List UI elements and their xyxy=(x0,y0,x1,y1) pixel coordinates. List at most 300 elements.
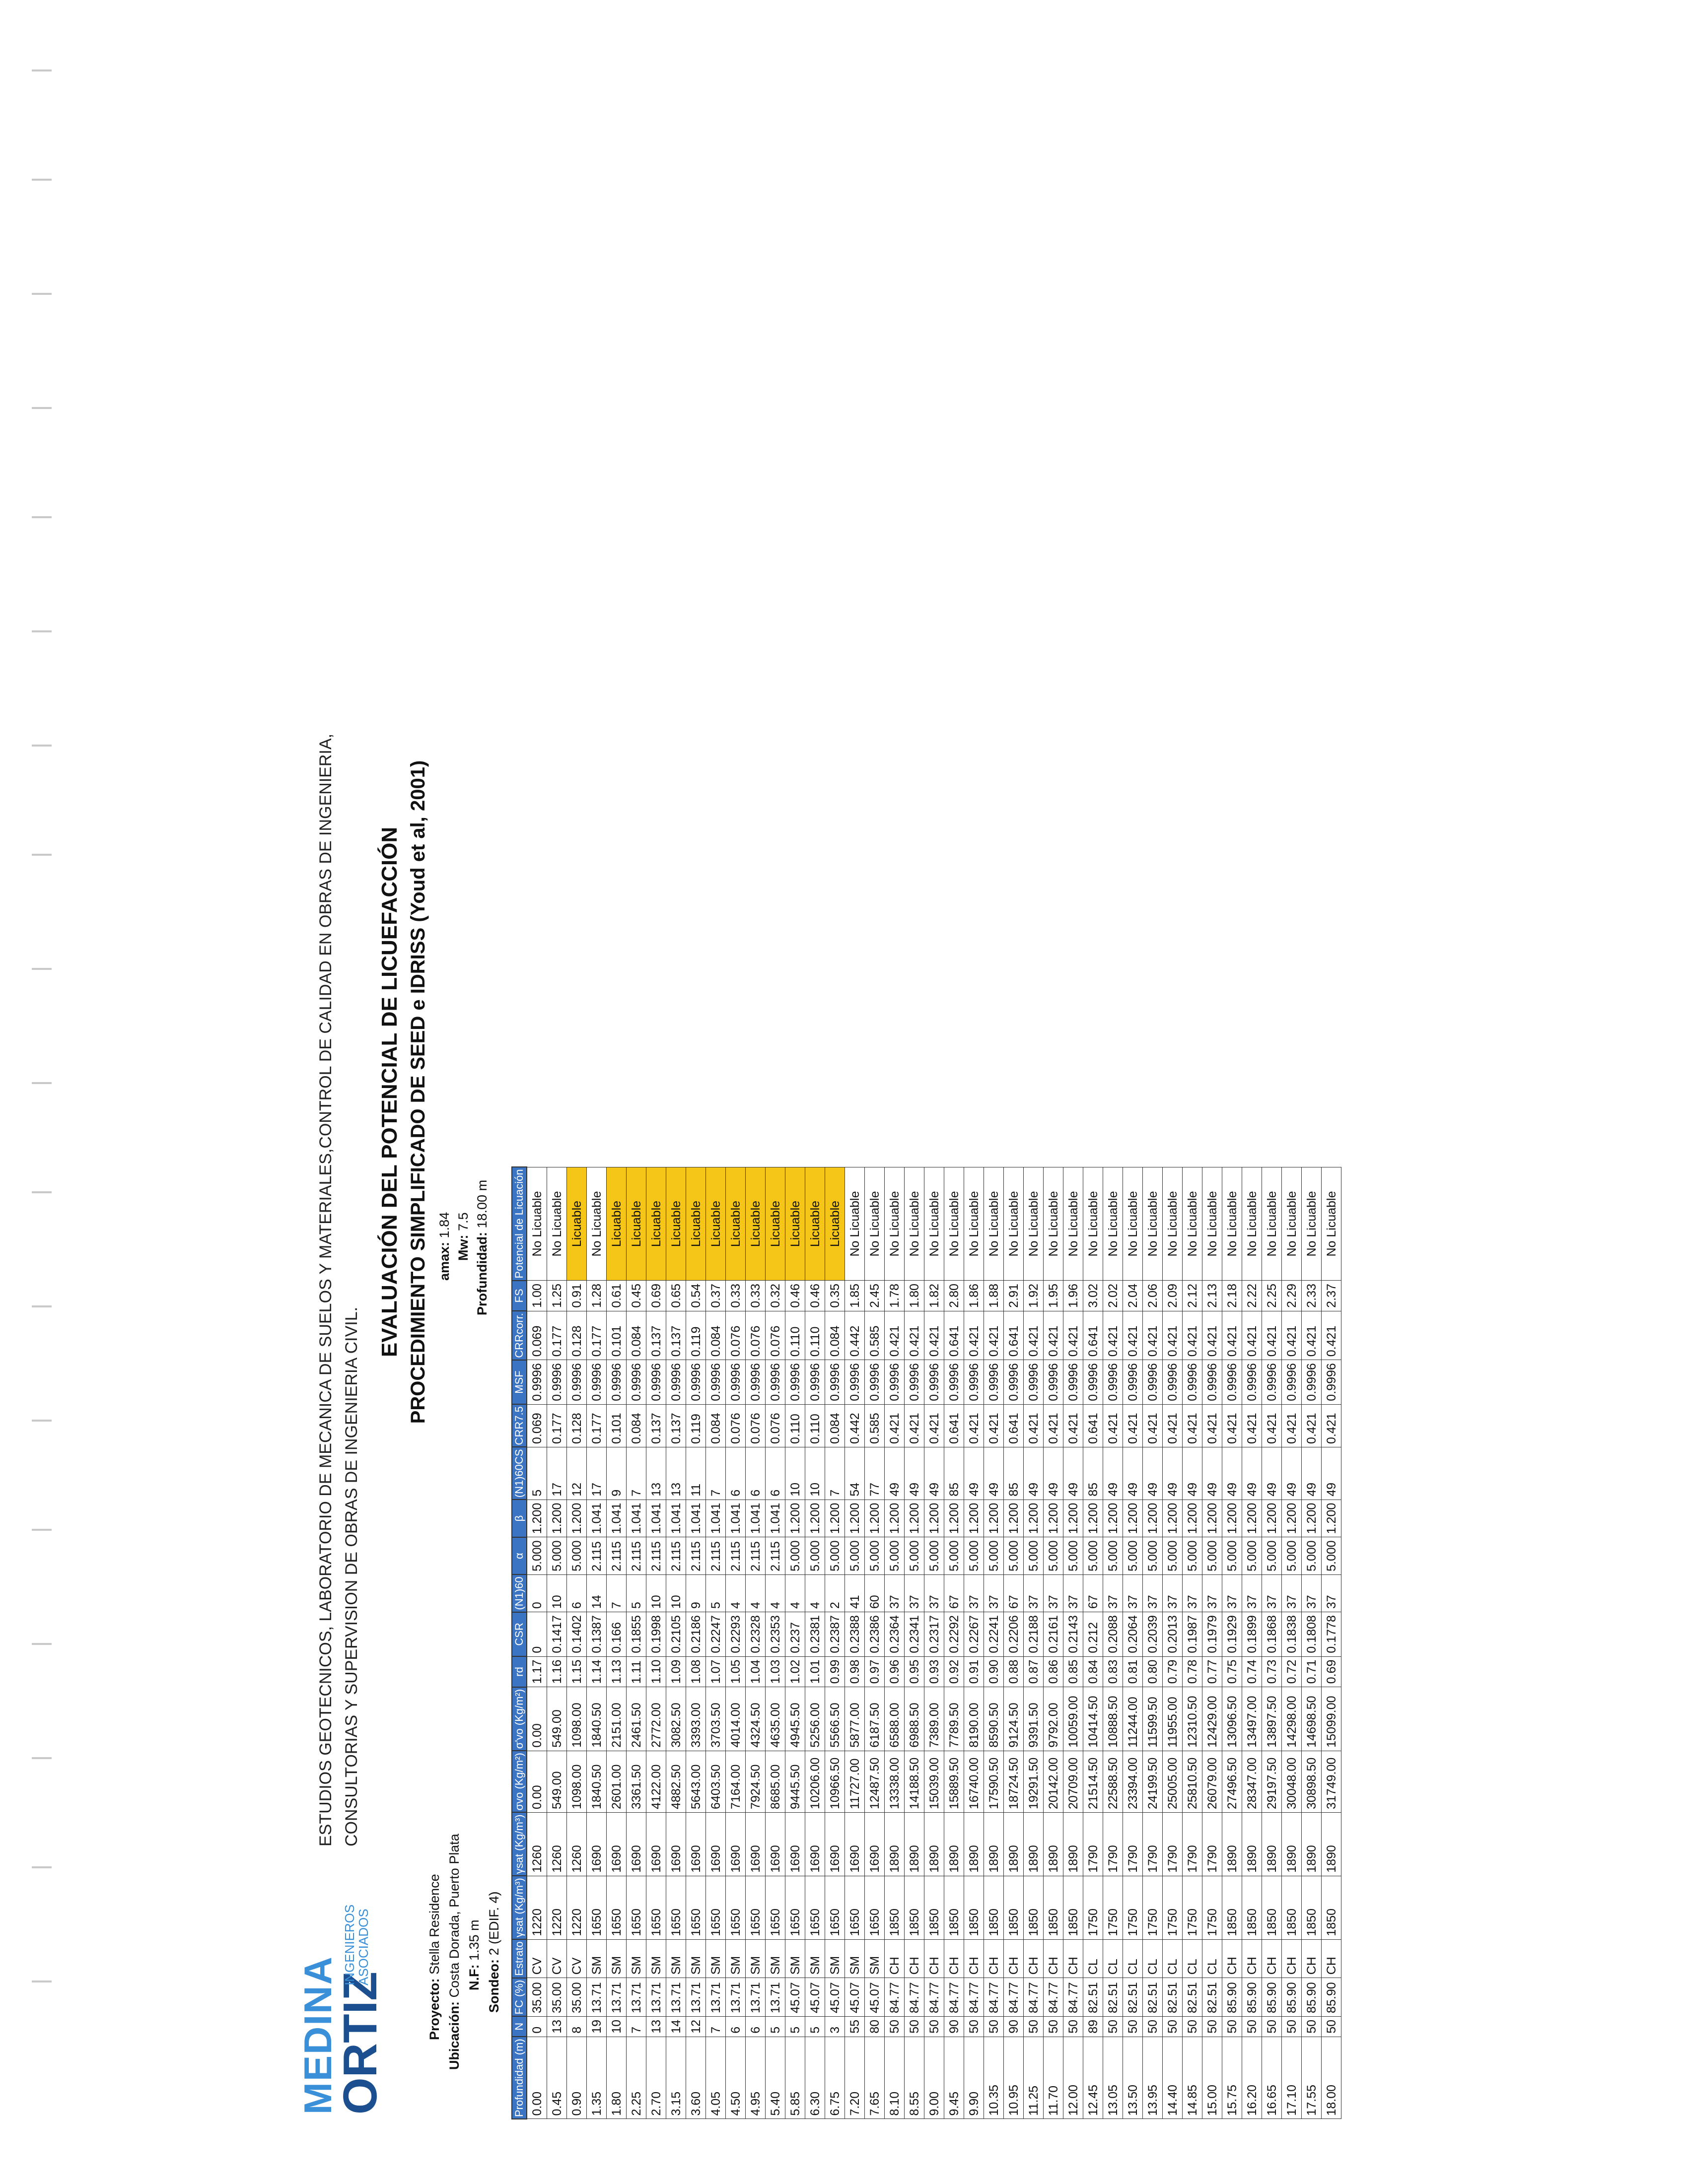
table-cell: 1.200 xyxy=(984,1500,1004,1537)
table-cell: 1.041 xyxy=(666,1500,686,1537)
liquefaction-potential-cell: No Licuable xyxy=(944,1167,964,1280)
liquefaction-potential-cell: Licuable xyxy=(726,1167,746,1280)
table-cell: 2.115 xyxy=(607,1537,627,1575)
table-cell: 28347.00 xyxy=(1242,1751,1262,1812)
table-cell: 0.2387 xyxy=(825,1612,845,1656)
depth-value: 18.00 m xyxy=(475,1179,490,1228)
table-cell: 12 xyxy=(686,2016,706,2037)
table-cell: 0.101 xyxy=(607,1311,627,1360)
table-cell: 0.9996 xyxy=(924,1360,944,1404)
table-cell: 1890 xyxy=(1322,1812,1341,1876)
table-cell: 2.80 xyxy=(944,1281,964,1311)
table-cell: CV xyxy=(547,1939,567,1978)
table-cell: 21514.50 xyxy=(1083,1751,1103,1812)
table-cell: 82.51 xyxy=(1183,1978,1202,2017)
table-cell: 9792.00 xyxy=(1044,1687,1063,1751)
table-cell: 5.85 xyxy=(785,2037,805,2119)
table-cell: 1850 xyxy=(1024,1876,1044,1939)
sondeo-label: Sondeo: xyxy=(487,1959,501,2013)
table-cell: 14.40 xyxy=(1163,2037,1183,2119)
column-header: Potencial de Licuación xyxy=(512,1167,527,1280)
liquefaction-potential-cell: Licuable xyxy=(785,1167,805,1280)
table-cell: CH xyxy=(1004,1939,1024,1978)
table-cell: 1.86 xyxy=(964,1281,984,1311)
table-row xyxy=(1143,1167,1163,2119)
table-cell: 0.421 xyxy=(924,1311,944,1360)
table-cell: 0.33 xyxy=(726,1281,746,1311)
table-cell: 50 xyxy=(1242,2016,1262,2037)
table-cell: 1.200 xyxy=(1202,1500,1222,1537)
table-cell: 13.71 xyxy=(766,1978,785,2017)
table-cell: 0.166 xyxy=(607,1612,627,1656)
table-cell: 0.641 xyxy=(1083,1311,1103,1360)
table-cell: 0.9996 xyxy=(527,1360,547,1404)
table-cell: 13 xyxy=(646,1447,666,1500)
table-cell: 1.041 xyxy=(646,1500,666,1537)
table-cell: 1.200 xyxy=(885,1500,905,1537)
table-cell: 0.81 xyxy=(1123,1656,1143,1687)
table-cell: 0.421 xyxy=(1242,1311,1262,1360)
table-cell: 6588.00 xyxy=(885,1687,905,1751)
mw-label: Mw: xyxy=(456,1234,471,1261)
column-header: γsat (Kg/m³) xyxy=(512,1876,527,1939)
table-cell: 4635.00 xyxy=(766,1687,785,1751)
table-cell: 9391.50 xyxy=(1024,1687,1044,1751)
table-cell: CH xyxy=(905,1939,924,1978)
table-cell: 85 xyxy=(1083,1447,1103,1500)
table-cell: 3.60 xyxy=(686,2037,706,2119)
table-cell: 6988.50 xyxy=(905,1687,924,1751)
table-cell: 5.000 xyxy=(1063,1537,1083,1575)
table-cell: 1850 xyxy=(944,1876,964,1939)
table-cell: 45.07 xyxy=(845,1978,865,2017)
project-value: Stella Residence xyxy=(427,1874,442,1975)
table-row xyxy=(1302,1167,1322,2119)
table-cell: 1750 xyxy=(1202,1876,1222,1939)
amax-label: amax: xyxy=(437,1241,452,1281)
table-cell: 5.000 xyxy=(984,1537,1004,1575)
table-cell: 0.72 xyxy=(1282,1656,1302,1687)
table-cell: CL xyxy=(1103,1939,1123,1978)
table-cell: 1.200 xyxy=(1222,1500,1242,1537)
table-cell: 1.200 xyxy=(1302,1500,1322,1537)
table-cell: 1750 xyxy=(1143,1876,1163,1939)
table-cell: 0.069 xyxy=(527,1311,547,1360)
table-cell: 3 xyxy=(825,2016,845,2037)
table-cell: 50 xyxy=(1123,2016,1143,2037)
liquefaction-potential-cell: No Licuable xyxy=(1163,1167,1183,1280)
table-cell: 5.000 xyxy=(1202,1537,1222,1575)
column-header: γsat (Kg/m³) xyxy=(512,1812,527,1876)
table-cell: 4 xyxy=(785,1574,805,1612)
table-cell: CH xyxy=(964,1939,984,1978)
table-cell: SM xyxy=(746,1939,766,1978)
table-cell: 18724.50 xyxy=(1004,1751,1024,1812)
table-cell: 5.40 xyxy=(766,2037,785,2119)
brand-line1: MEDINA xyxy=(296,1956,340,2115)
table-cell: 31749.00 xyxy=(1322,1751,1341,1812)
table-cell: 84.77 xyxy=(1004,1978,1024,2017)
table-cell: 0.421 xyxy=(1123,1311,1143,1360)
table-cell: 4 xyxy=(805,1574,825,1612)
column-header: α xyxy=(512,1537,527,1575)
table-row xyxy=(1242,1167,1262,2119)
table-cell: 1850 xyxy=(984,1876,1004,1939)
liquefaction-potential-cell: Licuable xyxy=(686,1167,706,1280)
table-cell: 0.2388 xyxy=(845,1612,865,1656)
table-cell: 0.137 xyxy=(666,1311,686,1360)
company-line1: ESTUDIOS GEOTECNICOS, LABORATORIO DE MECANICA DE SUELOS Y MATERIALES,CONTROL DE CALIDAD EN OBRAS DE INGENIERIA, xyxy=(316,734,335,1846)
table-cell: 1.28 xyxy=(587,1281,607,1311)
table-cell: 0.9996 xyxy=(984,1360,1004,1404)
table-cell: 3.02 xyxy=(1083,1281,1103,1311)
table-cell: 0.9996 xyxy=(964,1360,984,1404)
table-cell: 0.421 xyxy=(1242,1404,1262,1447)
table-cell: 0 xyxy=(527,2016,547,2037)
table-cell: 49 xyxy=(984,1447,1004,1500)
table-cell: 549.00 xyxy=(547,1687,567,1751)
table-cell: 37 xyxy=(1143,1574,1163,1612)
table-cell: 0.119 xyxy=(686,1404,706,1447)
table-cell: 2.70 xyxy=(646,2037,666,2119)
table-cell: 12487.50 xyxy=(865,1751,885,1812)
table-cell: SM xyxy=(726,1939,746,1978)
table-cell: 0.9996 xyxy=(785,1360,805,1404)
table-cell: 0.00 xyxy=(527,1751,547,1812)
table-cell: 0.9996 xyxy=(1322,1360,1341,1404)
table-cell: 49 xyxy=(1183,1447,1202,1500)
table-row xyxy=(587,1167,607,2119)
table-row xyxy=(1202,1167,1222,2119)
table-cell: 5.000 xyxy=(1183,1537,1202,1575)
table-cell: 0.96 xyxy=(885,1656,905,1687)
table-cell: 50 xyxy=(885,2016,905,2037)
table-cell: 0.88 xyxy=(1004,1656,1024,1687)
table-cell: 5.000 xyxy=(1143,1537,1163,1575)
table-cell: 37 xyxy=(984,1574,1004,1612)
mw-value: 7.5 xyxy=(456,1212,471,1231)
table-cell: 0.9996 xyxy=(1302,1360,1322,1404)
table-cell: 0.9996 xyxy=(666,1360,686,1404)
table-cell: 1850 xyxy=(924,1876,944,1939)
table-cell: 1260 xyxy=(527,1812,547,1876)
table-cell: 50 xyxy=(1163,2016,1183,2037)
table-cell: 89 xyxy=(1083,2016,1103,2037)
table-cell: SM xyxy=(607,1939,627,1978)
table-cell: 1220 xyxy=(567,1876,587,1939)
table-cell: 0.46 xyxy=(785,1281,805,1311)
table-cell: 0.00 xyxy=(527,2037,547,2119)
table-cell: 5.000 xyxy=(1123,1537,1143,1575)
table-cell: 0.1417 xyxy=(547,1612,567,1656)
liquefaction-potential-cell: No Licuable xyxy=(1282,1167,1302,1280)
table-cell: 4324.50 xyxy=(746,1687,766,1751)
liquefaction-potential-cell: No Licuable xyxy=(1024,1167,1044,1280)
table-cell: 54 xyxy=(845,1447,865,1500)
table-cell: 10 xyxy=(785,1447,805,1500)
table-cell: 9124.50 xyxy=(1004,1687,1024,1751)
table-body xyxy=(527,1167,1341,2119)
table-row xyxy=(746,1167,766,2119)
table-cell: 0.1778 xyxy=(1322,1612,1341,1656)
table-cell: SM xyxy=(785,1939,805,1978)
table-cell: 5 xyxy=(785,2016,805,2037)
table-cell: 15889.50 xyxy=(944,1751,964,1812)
table-cell: 2.22 xyxy=(1242,1281,1262,1311)
table-cell: 80 xyxy=(865,2016,885,2037)
table-cell: 0.45 xyxy=(627,1281,646,1311)
table-cell: 2.02 xyxy=(1103,1281,1123,1311)
table-cell: 14698.50 xyxy=(1302,1687,1322,1751)
table-cell: 0.9996 xyxy=(1103,1360,1123,1404)
table-cell: 7924.50 xyxy=(746,1751,766,1812)
table-cell: 20709.00 xyxy=(1063,1751,1083,1812)
table-cell: 0.069 xyxy=(527,1404,547,1447)
table-cell: 0.421 xyxy=(1163,1311,1183,1360)
liquefaction-potential-cell: No Licuable xyxy=(1103,1167,1123,1280)
table-cell: 1750 xyxy=(1083,1876,1103,1939)
table-cell: 0.2293 xyxy=(726,1612,746,1656)
table-cell: 67 xyxy=(1083,1574,1103,1612)
table-cell: SM xyxy=(805,1939,825,1978)
table-cell: 0.9996 xyxy=(1282,1360,1302,1404)
table-cell: 16.20 xyxy=(1242,2037,1262,2119)
table-cell: 37 xyxy=(1222,1574,1242,1612)
table-cell: 1.10 xyxy=(646,1656,666,1687)
table-cell: 0.9996 xyxy=(944,1360,964,1404)
table-cell: 1.200 xyxy=(1282,1500,1302,1537)
table-cell: 82.51 xyxy=(1123,1978,1143,2017)
table-row xyxy=(646,1167,666,2119)
table-row xyxy=(666,1167,686,2119)
table-cell: 1.200 xyxy=(1044,1500,1063,1537)
table-cell: 1850 xyxy=(964,1876,984,1939)
table-cell: 77 xyxy=(865,1447,885,1500)
table-cell: 49 xyxy=(1262,1447,1282,1500)
table-cell: 2601.00 xyxy=(607,1751,627,1812)
table-cell: 0.9996 xyxy=(627,1360,646,1404)
table-cell: 5.000 xyxy=(1004,1537,1024,1575)
sondeo-line xyxy=(487,1891,502,2013)
table-cell: CH xyxy=(1044,1939,1063,1978)
table-cell: 50 xyxy=(1202,2016,1222,2037)
table-cell: 1790 xyxy=(1103,1812,1123,1876)
report-title: EVALUACIÓN DEL POTENCIAL DE LICUEFACCIÓN xyxy=(377,826,402,1358)
table-cell: 1.85 xyxy=(845,1281,865,1311)
table-cell: 2.25 xyxy=(1262,1281,1282,1311)
table-cell: 0.119 xyxy=(686,1311,706,1360)
table-cell: 8.10 xyxy=(885,2037,905,2119)
table-cell: 6 xyxy=(726,2016,746,2037)
table-cell: 5.000 xyxy=(1083,1537,1103,1575)
table-cell: 1.16 xyxy=(547,1656,567,1687)
table-cell: 90 xyxy=(1004,2016,1024,2037)
table-cell: 5.000 xyxy=(1044,1537,1063,1575)
table-row xyxy=(885,1167,905,2119)
table-cell: CH xyxy=(1242,1939,1262,1978)
table-cell: 5566.50 xyxy=(825,1687,845,1751)
table-cell: 10.95 xyxy=(1004,2037,1024,2119)
table-cell: 1.200 xyxy=(964,1500,984,1537)
mw-line xyxy=(456,1212,471,1261)
liquefaction-potential-cell: No Licuable xyxy=(1044,1167,1063,1280)
table-cell: 22588.50 xyxy=(1103,1751,1123,1812)
table-cell: 14.85 xyxy=(1183,2037,1202,2119)
table-cell: 20142.00 xyxy=(1044,1751,1063,1812)
table-cell: 3082.50 xyxy=(666,1687,686,1751)
table-cell: 49 xyxy=(1123,1447,1143,1500)
table-cell: 0.78 xyxy=(1183,1656,1202,1687)
table-cell: 2.45 xyxy=(865,1281,885,1311)
table-cell: 50 xyxy=(905,2016,924,2037)
column-header: CRRcorr. xyxy=(512,1311,527,1360)
table-cell: 0.86 xyxy=(1044,1656,1063,1687)
table-cell: 0.2013 xyxy=(1163,1612,1183,1656)
table-cell: 1890 xyxy=(905,1812,924,1876)
table-cell: 1690 xyxy=(666,1812,686,1876)
table-cell: 1260 xyxy=(567,1812,587,1876)
liquefaction-potential-cell: No Licuable xyxy=(547,1167,567,1280)
table-cell: 37 xyxy=(1024,1574,1044,1612)
table-row xyxy=(905,1167,924,2119)
table-cell: 1890 xyxy=(944,1812,964,1876)
table-cell: 2.115 xyxy=(706,1537,726,1575)
table-cell: 1.13 xyxy=(607,1656,627,1687)
table-cell: 0.71 xyxy=(1302,1656,1322,1687)
location-label: Ubicación: xyxy=(447,2001,462,2070)
liquefaction-potential-cell: No Licuable xyxy=(845,1167,865,1280)
table-cell: 0.9996 xyxy=(1163,1360,1183,1404)
table-cell: 0.421 xyxy=(1262,1404,1282,1447)
table-cell: 1850 xyxy=(1222,1876,1242,1939)
table-cell: 0.37 xyxy=(706,1281,726,1311)
table-cell: 0.2088 xyxy=(1103,1612,1123,1656)
table-row xyxy=(825,1167,845,2119)
table-cell: 0.421 xyxy=(905,1404,924,1447)
liquefaction-potential-cell: Licuable xyxy=(766,1167,785,1280)
table-cell: 0.9996 xyxy=(746,1360,766,1404)
table-cell: 1650 xyxy=(805,1876,825,1939)
table-cell: 0.2386 xyxy=(865,1612,885,1656)
table-row xyxy=(1282,1167,1302,2119)
table-cell: 0.9996 xyxy=(1222,1360,1242,1404)
table-cell: 1750 xyxy=(1123,1876,1143,1939)
nf-value: 1.35 m xyxy=(467,1919,482,1961)
table-cell: 1790 xyxy=(1083,1812,1103,1876)
column-header: β xyxy=(512,1500,527,1537)
table-cell: 1790 xyxy=(1143,1812,1163,1876)
table-cell: 50 xyxy=(1222,2016,1242,2037)
depth-line xyxy=(475,1180,490,1315)
table-cell: 85.90 xyxy=(1242,1978,1262,2017)
table-cell: 1.200 xyxy=(865,1500,885,1537)
table-cell: 11.70 xyxy=(1044,2037,1063,2119)
table-cell: 2.04 xyxy=(1123,1281,1143,1311)
table-cell: 4.95 xyxy=(746,2037,766,2119)
table-cell: 1650 xyxy=(785,1876,805,1939)
table-cell: 1890 xyxy=(1302,1812,1322,1876)
table-cell: 49 xyxy=(1222,1447,1242,1500)
table-cell: 18.00 xyxy=(1322,2037,1341,2119)
table-cell: 0.076 xyxy=(746,1311,766,1360)
table-cell: 1.041 xyxy=(607,1500,627,1537)
table-cell: 0.1987 xyxy=(1183,1612,1202,1656)
table-cell: 2.06 xyxy=(1143,1281,1163,1311)
table-cell: CH xyxy=(1024,1939,1044,1978)
table-cell: SM xyxy=(766,1939,785,1978)
table-cell: 1690 xyxy=(726,1812,746,1876)
table-cell: 2.115 xyxy=(746,1537,766,1575)
table-cell: 0.110 xyxy=(785,1404,805,1447)
table-cell: 4.50 xyxy=(726,2037,746,2119)
table-cell: 84.77 xyxy=(885,1978,905,2017)
table-cell: 37 xyxy=(1123,1574,1143,1612)
table-cell: 85.90 xyxy=(1262,1978,1282,2017)
table-cell: 1.041 xyxy=(706,1500,726,1537)
table-cell: 8590.50 xyxy=(984,1687,1004,1751)
table-cell: 1.200 xyxy=(1322,1500,1341,1537)
table-cell: 15039.00 xyxy=(924,1751,944,1812)
table-cell: 4122.00 xyxy=(646,1751,666,1812)
column-header: σvo (Kg/m²) xyxy=(512,1751,527,1812)
table-cell: 0.2381 xyxy=(805,1612,825,1656)
table-cell: SM xyxy=(587,1939,607,1978)
table-cell: 11 xyxy=(686,1447,706,1500)
table-cell: 0.99 xyxy=(825,1656,845,1687)
table-cell: 1690 xyxy=(686,1812,706,1876)
table-cell: 5.000 xyxy=(944,1537,964,1575)
table-cell: 1850 xyxy=(1282,1876,1302,1939)
table-cell: 0.46 xyxy=(805,1281,825,1311)
table-cell: 9.00 xyxy=(924,2037,944,2119)
table-cell: 0.90 xyxy=(984,1656,1004,1687)
table-cell: 0.9996 xyxy=(1143,1360,1163,1404)
table-cell: 0.69 xyxy=(646,1281,666,1311)
table-cell: 1690 xyxy=(865,1812,885,1876)
table-cell: CL xyxy=(1183,1939,1202,1978)
table-cell: CH xyxy=(1222,1939,1242,1978)
table-cell: 10 xyxy=(547,1574,567,1612)
liquefaction-potential-cell: No Licuable xyxy=(1004,1167,1024,1280)
table-cell: 1.78 xyxy=(885,1281,905,1311)
table-cell: 0.9996 xyxy=(587,1360,607,1404)
table-cell: 1890 xyxy=(1262,1812,1282,1876)
table-cell: 50 xyxy=(964,2016,984,2037)
table-row xyxy=(845,1167,865,2119)
table-cell: 0.177 xyxy=(587,1311,607,1360)
table-cell: 1890 xyxy=(1242,1812,1262,1876)
table-cell: 4 xyxy=(746,1574,766,1612)
table-cell: 1890 xyxy=(1063,1812,1083,1876)
table-cell: 0.421 xyxy=(1282,1311,1302,1360)
table-cell: 0.93 xyxy=(924,1656,944,1687)
table-row xyxy=(865,1167,885,2119)
table-cell: 6 xyxy=(726,1447,746,1500)
table-cell: 37 xyxy=(905,1574,924,1612)
table-cell: 1.200 xyxy=(1103,1500,1123,1537)
table-cell: 1.041 xyxy=(766,1500,785,1537)
table-cell: 12310.50 xyxy=(1183,1687,1202,1751)
table-row xyxy=(924,1167,944,2119)
table-cell: 0.137 xyxy=(666,1404,686,1447)
table-cell: 0 xyxy=(527,1574,547,1612)
table-cell: 13096.50 xyxy=(1222,1687,1242,1751)
table-cell: 0.98 xyxy=(845,1656,865,1687)
table-cell: 0.2317 xyxy=(924,1612,944,1656)
table-cell: 1850 xyxy=(1063,1876,1083,1939)
table-cell: 45.07 xyxy=(785,1978,805,2017)
table-cell: 0.421 xyxy=(1063,1404,1083,1447)
